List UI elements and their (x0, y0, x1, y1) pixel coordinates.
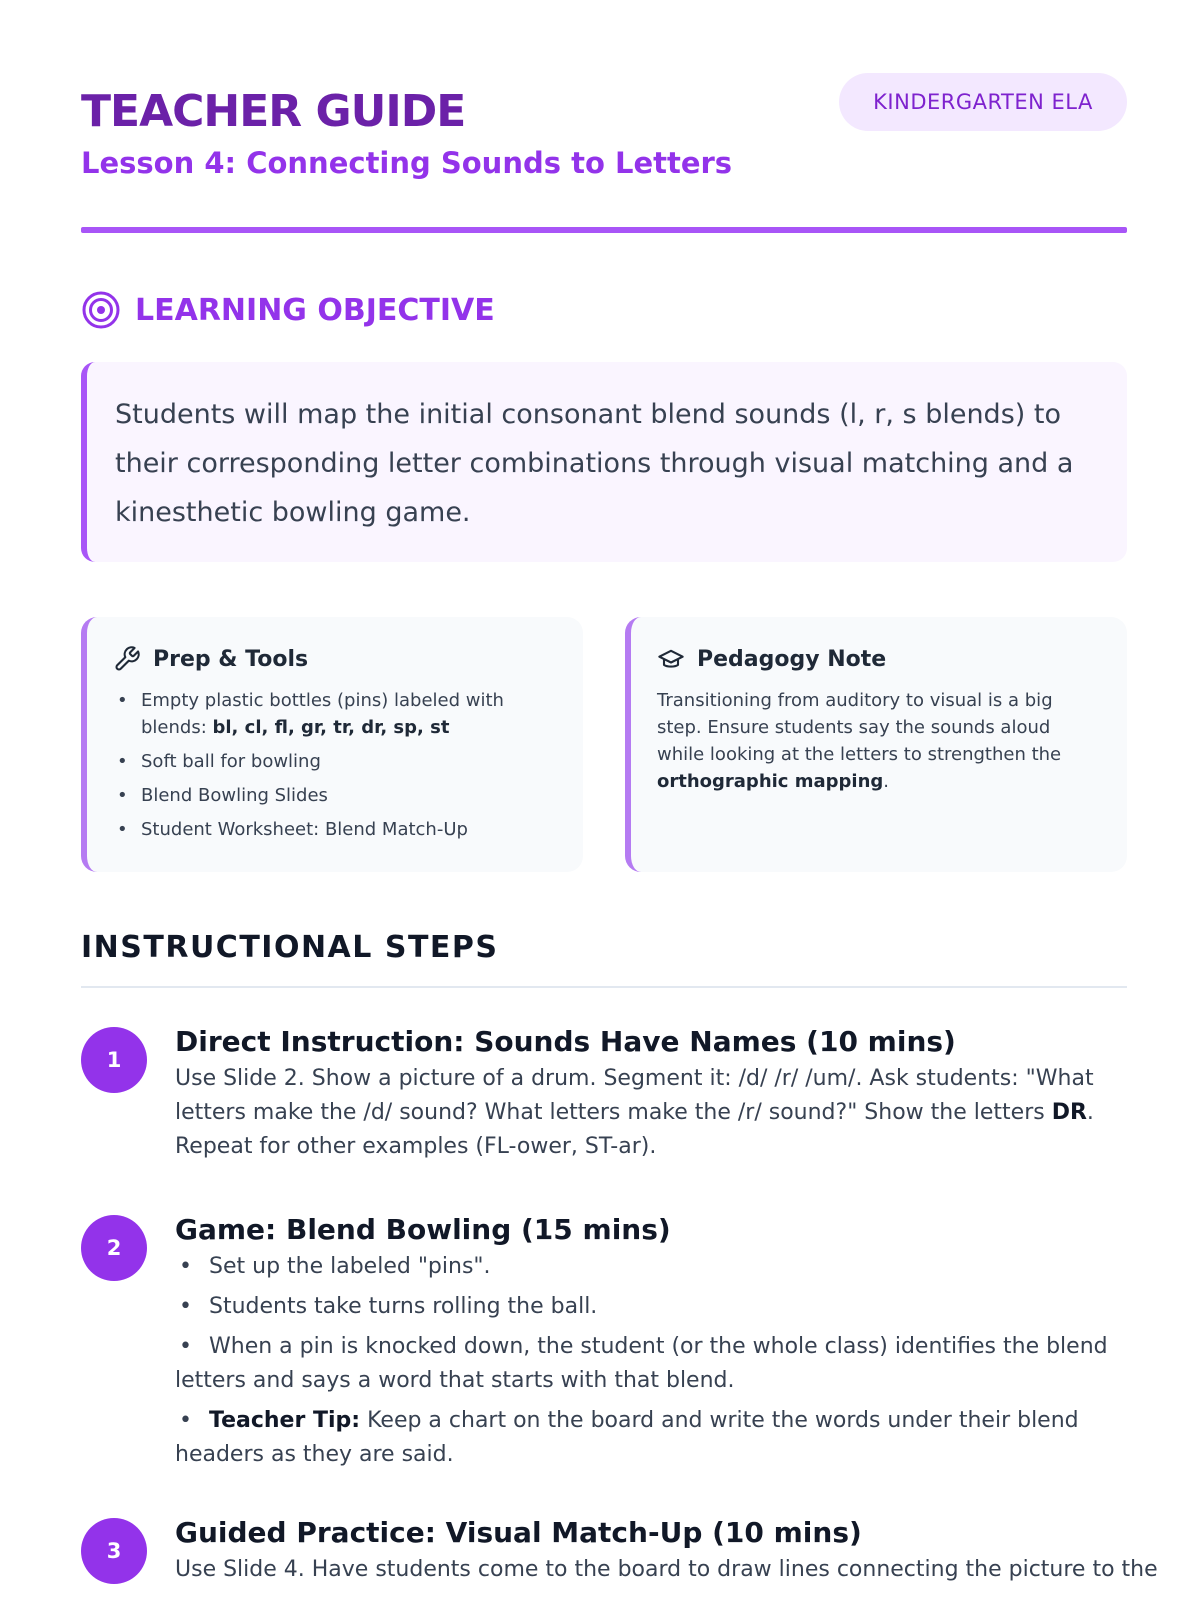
step-3-body (175, 1513, 1158, 1587)
step-2-body (175, 1210, 1127, 1478)
step-1-text-b: . Repeat for other examples (FL-ower, ST-ar). (175, 1100, 1094, 1159)
list-item (113, 748, 557, 775)
list-item: • When a pin is knocked down, the student (or the whole class) identifies the blend letters and says a word that starts with that blend. (175, 1334, 1108, 1393)
grade-badge: KINDERGARTEN ELA (839, 73, 1127, 131)
step-number-badge: 2 (81, 1215, 147, 1281)
steps-heading: INSTRUCTIONAL STEPS (81, 930, 499, 965)
step-1-letters: DR (1051, 1100, 1087, 1125)
list-item (113, 687, 557, 741)
wrench-icon (113, 645, 141, 673)
page-title: TEACHER GUIDE (81, 86, 466, 137)
step-1-title: Direct Instruction: Sounds Have Names (10 mins) (175, 1025, 956, 1058)
step-3-text: Use Slide 4. Have students come to the board to draw lines connecting the picture to the (175, 1557, 1158, 1582)
prep-item-3-text: Blend Bowling Slides (141, 785, 328, 806)
prep-tools-title: Prep & Tools (153, 646, 309, 672)
prep-tools-header (113, 645, 557, 673)
teacher-guide-page (81, 0, 1158, 1600)
pedagogy-note-header (657, 645, 1101, 673)
prep-tools-list (113, 687, 557, 843)
list-item: • Teacher Tip: Keep a chart on the board and write the words under their blend headers as they are said. (175, 1408, 1079, 1467)
pedagogy-note-card (625, 617, 1127, 872)
step-number-badge: 3 (81, 1518, 147, 1584)
list-item (113, 782, 557, 809)
teacher-tip-label: Teacher Tip: (209, 1408, 361, 1433)
list-item (113, 816, 557, 843)
pedagogy-note-end: . (883, 771, 890, 792)
step-3-title: Guided Practice: Visual Match-Up (10 mins) (175, 1516, 862, 1549)
pedagogy-note-text (657, 687, 1101, 795)
header-divider (81, 227, 1127, 233)
list-item: • Set up the labeled "pins". (179, 1254, 491, 1279)
guide-header (81, 80, 1127, 200)
pedagogy-note-title: Pedagogy Note (697, 646, 887, 672)
prep-item-4-text: Student Worksheet: Blend Match-Up (141, 819, 468, 840)
step-2-bullet-1: Set up the labeled "pins". (209, 1254, 491, 1279)
list-item: • Students take turns rolling the ball. (179, 1294, 598, 1319)
prep-item-1-blends: bl, cl, fl, gr, tr, dr, sp, st (212, 717, 450, 738)
step-1-text (175, 1062, 1127, 1164)
step-number-badge: 1 (81, 1027, 147, 1093)
objective-text: Students will map the initial consonant blend sounds (l, r, s blends) to their corresponding letter combinations through visual matching and a kinesthetic bowling game. (115, 399, 1074, 528)
step-1-body (175, 1022, 1127, 1164)
objective-heading (81, 290, 495, 330)
prep-item-1-text: Empty plastic bottles (pins) labeled with blends: (141, 690, 504, 738)
pedagogy-note-body: Transitioning from auditory to visual is a big step. Ensure students say the sounds aloud while looking at the letters to strengthen the (657, 690, 1062, 765)
prep-tools-card (81, 617, 583, 872)
objective-box (81, 362, 1127, 562)
step-2-list (175, 1250, 1127, 1472)
step-2-title: Game: Blend Bowling (15 mins) (175, 1213, 671, 1246)
lesson-subtitle: Lesson 4: Connecting Sounds to Letters (81, 146, 733, 180)
step-2-bullet-2: Students take turns rolling the ball. (209, 1294, 598, 1319)
prep-item-2-text: Soft ball for bowling (141, 751, 321, 772)
step-2-bullet-3: When a pin is knocked down, the student (or the whole class) identifies the blend letters and says a word that starts with that blend. (175, 1334, 1108, 1393)
target-icon (81, 290, 121, 330)
steps-divider (81, 986, 1127, 988)
teacher-tip-text: Keep a chart on the board and write the words under their blend headers as they are said. (175, 1408, 1079, 1467)
pedagogy-note-term: orthographic mapping (657, 771, 884, 792)
objective-heading-label: LEARNING OBJECTIVE (135, 292, 495, 328)
graduation-cap-icon (657, 645, 685, 673)
step-1-text-a: Use Slide 2. Show a picture of a drum. Segment it: /d/ /r/ /um/. Ask students: "What letters make the /d/ sound? What letters make the /r/ sound?" Show the letters (175, 1066, 1094, 1125)
